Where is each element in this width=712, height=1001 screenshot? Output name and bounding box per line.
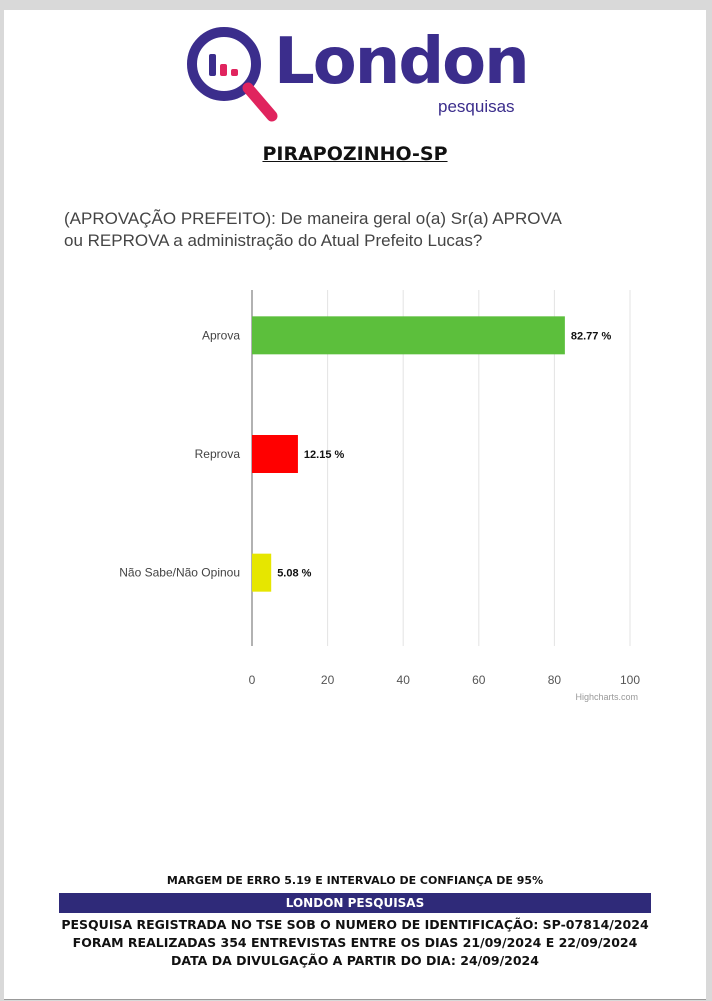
bar (252, 554, 271, 592)
interviews-line: FORAM REALIZADAS 354 ENTREVISTAS ENTRE OS DIAS 21/09/2024 E 22/09/2024 (72, 935, 638, 950)
approval-bar-chart (4, 280, 706, 710)
footer (4, 872, 706, 970)
registration-line: PESQUISA REGISTRADA NO TSE SOB O NUMERO DE IDENTIFICAÇÃO: SP-07814/2024 (61, 917, 649, 932)
data-label: 82.77 % (570, 330, 612, 343)
data-label: 12.15 % (303, 449, 345, 461)
category-label: Aprova (201, 328, 240, 343)
question-text (64, 208, 664, 252)
data-label: 5.08 % (277, 567, 312, 580)
x-tick-label: 40 (396, 673, 410, 687)
chart-credit: Highcharts.com (575, 692, 638, 702)
city-title: PIRAPOZINHO-SP (262, 143, 448, 165)
release-date-line: DATA DA DIVULGAÇÃO A PARTIR DO DIA: 24/09/2024 (171, 953, 539, 968)
x-tick-label: 100 (619, 673, 641, 687)
margin-of-error: MARGEM DE ERRO 5.19 E INTERVALO DE CONFIANÇA DE 95% (166, 874, 544, 887)
question-line-1: (APROVAÇÃO PREFEITO): De maneira geral o(a) Sr(a) APROVA (64, 209, 562, 228)
report-page (4, 10, 706, 1000)
bar (252, 435, 298, 473)
london-logo (182, 24, 542, 124)
category-label: Reprova (194, 447, 240, 461)
x-tick-label: 0 (248, 673, 256, 687)
logo-wordmark: London (274, 25, 528, 99)
logo-subtitle: pesquisas (438, 97, 515, 116)
x-tick-label: 20 (320, 673, 335, 687)
x-tick-label: 60 (472, 673, 486, 687)
company-banner: LONDON PESQUISAS (59, 893, 651, 913)
x-tick-label: 80 (547, 673, 562, 687)
bar (252, 316, 565, 354)
question-line-2: ou REPROVA a administração do Atual Prefeito Lucas? (64, 231, 483, 250)
magnifier-chart-icon (182, 24, 282, 124)
category-label: Não Sabe/Não Opinou (119, 565, 240, 580)
